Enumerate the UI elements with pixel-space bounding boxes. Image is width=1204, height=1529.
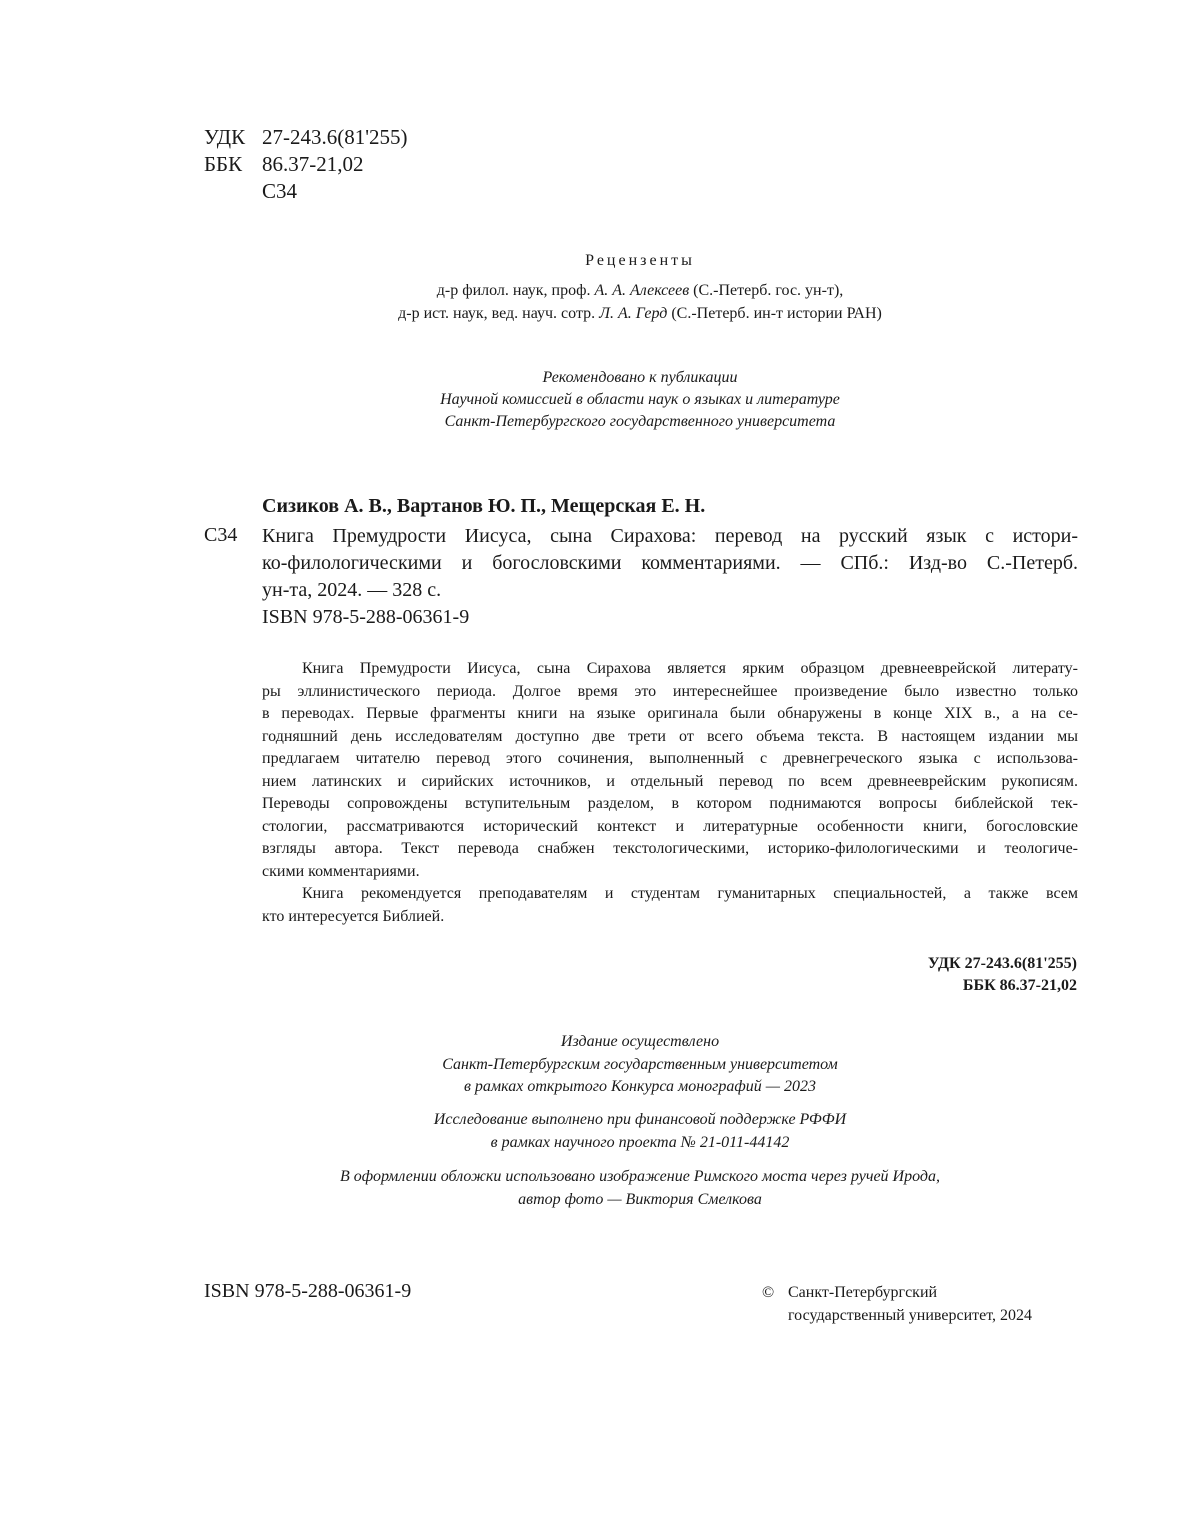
udk-label: УДК [204,125,246,149]
authors-heading: Сизиков А. В., Вартанов Ю. П., Мещерская Е. Н. [262,495,706,517]
reviewer-1-name: А. А. Алексеев [594,282,690,299]
reviewer-1: д-р филол. наук, проф. А. А. Алексеев (С.-Петерб. гос. ун-т), [436,282,844,299]
biblio-isbn: ISBN 978-5-288-06361-9 [262,606,470,628]
cover-credit-note: В оформлении обложки использовано изображение Римского моста через ручей Ирода, автор фото — Виктория Смелкова [340,1168,940,1208]
biblio-line: ко-филологическими и богословскими комментариями. — СПб.: Изд-во С.-Петерб. [262,552,1078,574]
copyright-block [762,1281,1032,1327]
author-cipher: С34 [262,179,298,203]
funding-note: Исследование выполнено при финансовой поддержке РФФИ в рамках научного проекта № 21-011-44142 [433,1111,847,1151]
annotation-line: ры эллинистического периода. Долгое время это интереснейшее произведение было известно только [262,682,1078,700]
annotation-line: Переводы сопровождены вступительным разделом, в котором поднимаются вопросы библейской тек- [262,795,1078,812]
copyright-icon: © [762,1284,775,1301]
annotation-line: стологии, рассматриваются исторический контекст и литературные особенности книги, богословские [262,817,1078,835]
annotation-line: предлагаем читателю перевод этого сочинения, выполненный с древнегреческого языка с использова- [262,750,1078,767]
recommendation-line: Рекомендовано к публикации [542,369,738,386]
recommendation-line: Санкт-Петербургского государственного университета [444,413,836,430]
reviewer-2: д-р ист. наук, вед. науч. сотр. Л. А. Герд (С.-Петерб. ин-т истории РАН) [398,305,882,322]
copyright-holder-line2: государственный университет, 2024 [788,1307,1033,1324]
annotation-line: годняшний день исследователям доступно две трети от всего объема текста. В настоящем издании мы [262,727,1078,745]
annotation-line: Книга Премудрости Иисуса, сына Сирахова является ярким образцом древнееврейской литерату- [302,660,1078,677]
publication-note: Издание осуществлено Санкт-Петербургским государственным университетом в рамках открытого Конкурса монографий — 2023 [442,1033,838,1095]
isbn: ISBN 978-5-288-06361-9 [204,1280,412,1302]
bbk-label: ББК [204,152,243,176]
annotation-line: нием латинских и сирийских источников, и отдельный перевод по всем древнееврейским рукописям. [262,772,1078,790]
bbk-value: 86.37-21,02 [262,152,364,176]
bibliographic-cipher: С34 [204,524,238,546]
bbk-row [204,151,408,178]
annotation-line: взгляды автора. Текст перевода снабжен текстологическими, историко-филологическими и теологиче- [262,840,1078,857]
udk-value: 27-243.6(81'255) [262,125,408,149]
recommendation-line: Научной комиссией в области наук о языках и литературе [440,391,840,408]
annotation-line: скими комментариями. [262,862,420,880]
annotation-line: Книга рекомендуется преподавателям и студентам гуманитарных специальностей, а также всем [302,885,1078,902]
reviewers-title: Рецензенты [585,252,695,269]
annotation [262,658,1078,928]
classification-block [204,124,408,205]
copyright-holder-line1: Санкт-Петербургский [788,1284,938,1301]
classification-codes-right [928,953,1077,997]
bibliographic-description [262,523,1078,631]
udk-code: УДК 27-243.6(81'255) [927,955,1077,972]
biblio-line: ун-та, 2024. — 328 с. [262,579,442,601]
annotation-line: кто интересуется Библией. [262,907,445,925]
bbk-code: ББК 86.37-21,02 [962,977,1077,994]
annotation-line: в переводах. Первые фрагменты книги на языке оригинала были обнаружены в конце XIX в., а на се- [262,705,1078,722]
recommendation-note [204,367,1076,433]
udk-row [204,124,408,151]
reviewer-2-name: Л. А. Герд [599,305,668,322]
reviewers-list [204,279,1076,325]
cipher-row [204,178,408,205]
biblio-line: Книга Премудрости Иисуса, сына Сирахова: перевод на русский язык с истори- [262,525,1078,547]
